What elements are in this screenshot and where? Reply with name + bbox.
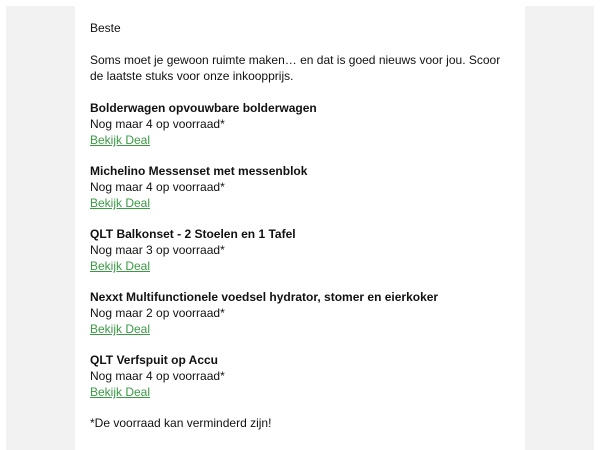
email-frame: [6, 6, 594, 450]
intro-text: Soms moet je gewoon ruimte maken… en dat is goed nieuws voor jou. Scoor de laatste stuks voor onze inkoopprijs.: [90, 53, 501, 83]
deal-item: [90, 352, 510, 400]
deal-title: QLT Verfspuit op Accu: [90, 353, 219, 367]
bekijk-deal-link[interactable]: Bekijk Deal: [90, 133, 151, 147]
deal-title: QLT Balkonset - 2 Stoelen en 1 Tafel: [90, 227, 296, 241]
deal-item: [90, 163, 510, 211]
deal-stock: Nog maar 4 op voorraad*: [90, 180, 225, 194]
bekijk-deal-link[interactable]: Bekijk Deal: [90, 385, 151, 399]
deal-title: Nexxt Multifunctionele voedsel hydrator, stomer en eierkoker: [90, 290, 439, 304]
greeting: Beste: [90, 21, 121, 35]
deal-stock: Nog maar 2 op voorraad*: [90, 306, 225, 320]
deal-item: [90, 100, 510, 148]
deal-stock: Nog maar 4 op voorraad*: [90, 369, 225, 383]
email-body: [75, 6, 525, 450]
deal-title: Michelino Messenset met messenblok: [90, 164, 308, 178]
bekijk-deal-link[interactable]: Bekijk Deal: [90, 196, 151, 210]
deal-title: Bolderwagen opvouwbare bolderwagen: [90, 101, 317, 115]
deal-item: [90, 289, 510, 337]
bekijk-deal-link[interactable]: Bekijk Deal: [90, 259, 151, 273]
footnote: *De voorraad kan verminderd zijn!: [90, 416, 272, 430]
deal-stock: Nog maar 3 op voorraad*: [90, 243, 225, 257]
bekijk-deal-link[interactable]: Bekijk Deal: [90, 322, 151, 336]
deal-stock: Nog maar 4 op voorraad*: [90, 117, 225, 131]
deal-item: [90, 226, 510, 274]
